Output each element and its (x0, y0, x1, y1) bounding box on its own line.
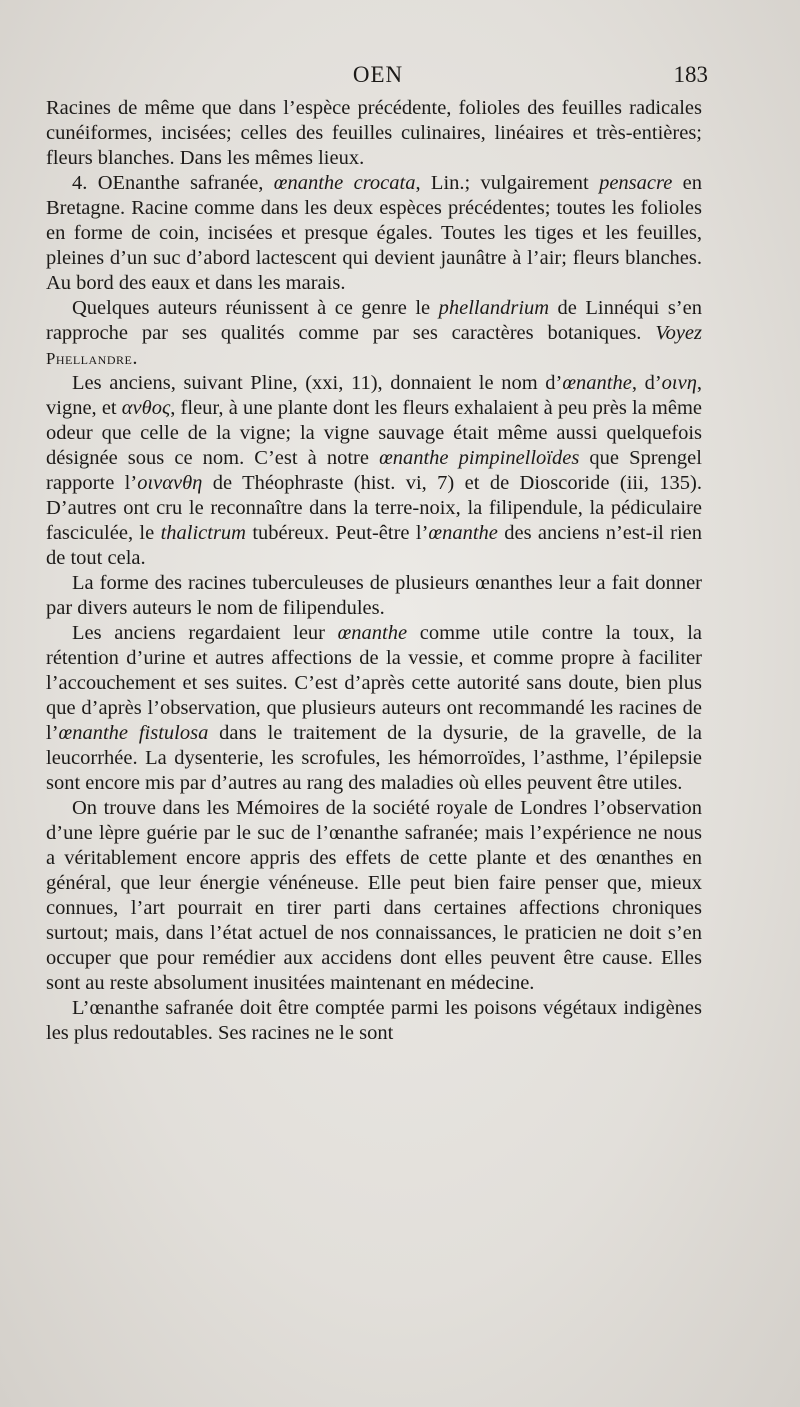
paragraph-poisons (46, 996, 702, 1046)
italic-term: œnanthe (428, 522, 498, 544)
paragraph-forme (46, 571, 702, 621)
text-run: , d’ (631, 372, 662, 394)
italic-term: œnanthe (337, 622, 408, 644)
page-number: 183 (673, 62, 708, 87)
text-run: des anciens n’est-il rien de tout cela. (46, 522, 703, 569)
italic-term: thalictrum (160, 522, 246, 544)
italic-term: œnanthe (562, 372, 632, 394)
italic-term: œnanthe fistulosa (58, 722, 209, 744)
italic-term: œnanthe crocata (273, 172, 416, 194)
italic-term: οινη (661, 372, 697, 394)
text-run: tubéreux. Peut-être l’ (245, 522, 429, 544)
italic-term: οινανθη (137, 472, 203, 494)
paragraph-racines (46, 96, 702, 171)
italic-term: ανθος (121, 397, 171, 419)
text-run: en Bretagne. Racine comme dans les deux espèces précédentes; toutes les folioles en forme de coin, incisées et presque égales. Toutes les tiges et les feuilles, pleines d’un suc d’abord lactescent qui devient jaunâtre à l’air; fleurs blanches. Au bord des eaux et dans les marais. (46, 172, 703, 294)
text-run: , fleur, à une plante dont les fleurs exhalaient à peu près la même odeur que celle de la vigne; la vigne sauvage était même aussi quelquefois désignée sous ce nom. C’est à notre (46, 397, 702, 469)
paragraph-anciens (46, 371, 702, 571)
paragraph-safranee (46, 171, 702, 296)
small-caps-reference: Phellandre (46, 349, 133, 368)
page-header (48, 62, 708, 96)
text-run: Quelques auteurs réunissent à ce genre le (72, 297, 439, 319)
text-run: de Linnéqui s’en rapproche par ses qualités comme par ses caractères botaniques. (46, 297, 702, 344)
text-run: , vigne, et (46, 372, 703, 419)
text-run: , Lin.; vulgairement (415, 172, 600, 194)
text-run: que Sprengel rapporte l’ (46, 447, 702, 494)
text-run: Les anciens regardaient leur (72, 622, 338, 644)
text-run: Racines de même que dans l’espèce précédente, folioles des feuilles radicales cunéiformes, incisées; celles des feuilles culinaires, linéaires et très-entières; fleurs blanches. Dans les mêmes lieux. (46, 97, 702, 169)
running-head: OEN (352, 62, 404, 87)
text-run: de Théophraste (hist. vi, 7) et de Dioscoride (iii, 135). D’autres ont cru le reconnaître dans la terre-noix, la filipendule, la pédiculaire fasciculée, le (46, 472, 702, 544)
text-run: La forme des racines tuberculeuses de plusieurs œnanthes leur a fait donner par divers auteurs le nom de filipendules. (46, 572, 702, 619)
text-run: L’œnanthe safranée doit être comptée parmi les poisons végétaux indigènes les plus redoutables. Ses racines ne le sont (46, 997, 702, 1044)
text-run: On trouve dans les Mémoires de la société royale de Londres l’observation d’une lèpre guérie par le suc de l’œnanthe safranée; mais l’expérience ne nous a véritablement encore appris des effets de cette plante et des œnanthes en général, que leur énergie vénéneuse. Elle peut bien faire penser que, mieux connues, l’art pourrait en tirer parti dans certaines affections chroniques surtout; mais, dans l’état actuel de nos connaissances, le praticien ne doit s’en occuper que pour remédier aux accidens dont elles peuvent être cause. Elles sont au reste absolument inusitées maintenant en médecine. (46, 797, 702, 994)
italic-term: Voyez (655, 322, 702, 344)
italic-term: œnanthe pimpinelloïdes (379, 447, 580, 469)
body-text (46, 96, 702, 1046)
text-run: Les anciens, suivant Pline, (xxi, 11), donnaient le nom d’ (72, 372, 563, 394)
text-run: 4. OEnanthe safranée, (72, 172, 274, 194)
paragraph-quelques (46, 296, 702, 371)
paragraph-memoires (46, 796, 702, 996)
italic-term: pensacre (599, 172, 673, 194)
paragraph-regardaient (46, 621, 702, 796)
text-run: dans le traitement de la dysurie, de la gravelle, de la leucorrhée. La dysenterie, les scrofules, les hémorroïdes, l’asthme, l’épilepsie sont encore mis par d’autres au rang des maladies où elles peuvent être utiles. (46, 722, 702, 794)
text-run: . (132, 347, 138, 369)
italic-term: phellandrium (438, 297, 550, 319)
text-run: comme utile contre la toux, la rétention d’urine et autres affections de la vessie, et comme propre à faciliter l’accouchement et ses suites. C’est d’après cette autorité sans doute, bien plus que d’après l’observation, que plusieurs auteurs ont recommandé les racines de l’ (46, 622, 702, 744)
